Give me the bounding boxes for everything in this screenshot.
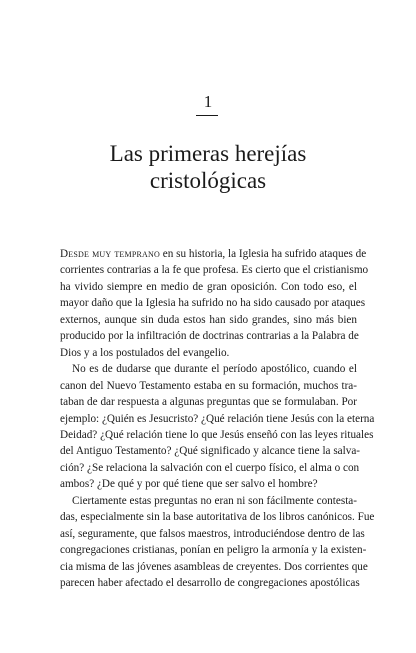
chapter-body bbox=[60, 246, 375, 592]
paragraph-line: corrientes contrarias a la fe que profesa. Es cierto que el cristianismo bbox=[60, 264, 369, 277]
paragraph-line: No es de dudarse que durante el período apostólico, cuando el bbox=[72, 363, 357, 376]
chapter-title-line-2: cristológicas bbox=[149, 168, 267, 193]
paragraph-line: externos, aunque sin duda estos han sido grandes, sino más bien bbox=[60, 313, 357, 326]
paragraph-line: ambos? ¿De qué y por qué tiene que ser salvo el hombre? bbox=[60, 478, 318, 491]
opening-smallcaps: Desde muy temprano bbox=[60, 248, 160, 260]
paragraph-line: parecen haber afectado el desarrollo de congregaciones apostólicas bbox=[60, 577, 360, 590]
paragraph-1 bbox=[60, 246, 369, 361]
paragraph-line: taban de dar respuesta a algunas preguntas que se formulaban. Por bbox=[60, 396, 357, 409]
paragraph-line: das, especialmente sin la base autoritativa de los libros canónicos. Fue bbox=[60, 511, 375, 524]
paragraph-line: ción? ¿Se relaciona la salvación con el cuerpo físico, el alma o con bbox=[60, 461, 360, 474]
chapter-number: 1 bbox=[203, 92, 213, 111]
paragraph-line: producido por la infiltración de doctrinas contrarias a la Palabra de bbox=[60, 330, 359, 343]
chapter-title bbox=[0, 140, 416, 194]
paragraph-line: del Antiguo Testamento? ¿Qué significado y alcance tiene la salva- bbox=[60, 445, 361, 458]
paragraph-2 bbox=[60, 361, 375, 493]
chapter-title-line-1: Las primeras herejías bbox=[109, 141, 307, 166]
chapter-number-rule bbox=[196, 115, 218, 116]
paragraph-3 bbox=[60, 493, 375, 592]
paragraph-line: Deidad? ¿Qué relación tiene lo que Jesús enseñó con las leyes rituales bbox=[60, 428, 374, 441]
paragraph-line: así, seguramente, que falsos maestros, introduciéndose dentro de las bbox=[60, 527, 365, 540]
paragraph-line: congregaciones cristianas, ponían en peligro la armonía y la existen- bbox=[60, 544, 367, 557]
paragraph-line: canon del Nuevo Testamento estaba en su formación, muchos tra- bbox=[60, 379, 357, 392]
paragraph-line: ha vivido siempre en medio de gran oposición. Con todo eso, el bbox=[60, 280, 357, 293]
paragraph-line: mayor daño que la Iglesia ha sufrido no ha sido causado por ataques bbox=[60, 297, 366, 310]
paragraph-line: Ciertamente estas preguntas no eran ni son fácilmente contesta- bbox=[72, 494, 357, 507]
paragraph-line: Dios y a los postulados del evangelio. bbox=[60, 346, 230, 359]
paragraph-line: cia misma de las jóvenes asambleas de creyentes. Dos corrientes que bbox=[60, 560, 368, 573]
paragraph-line: Desde muy temprano en su historia, la Iglesia ha sufrido ataques de bbox=[60, 248, 367, 260]
paragraph-line: ejemplo: ¿Quién es Jesucristo? ¿Qué relación tiene Jesús con la eterna bbox=[60, 412, 375, 425]
